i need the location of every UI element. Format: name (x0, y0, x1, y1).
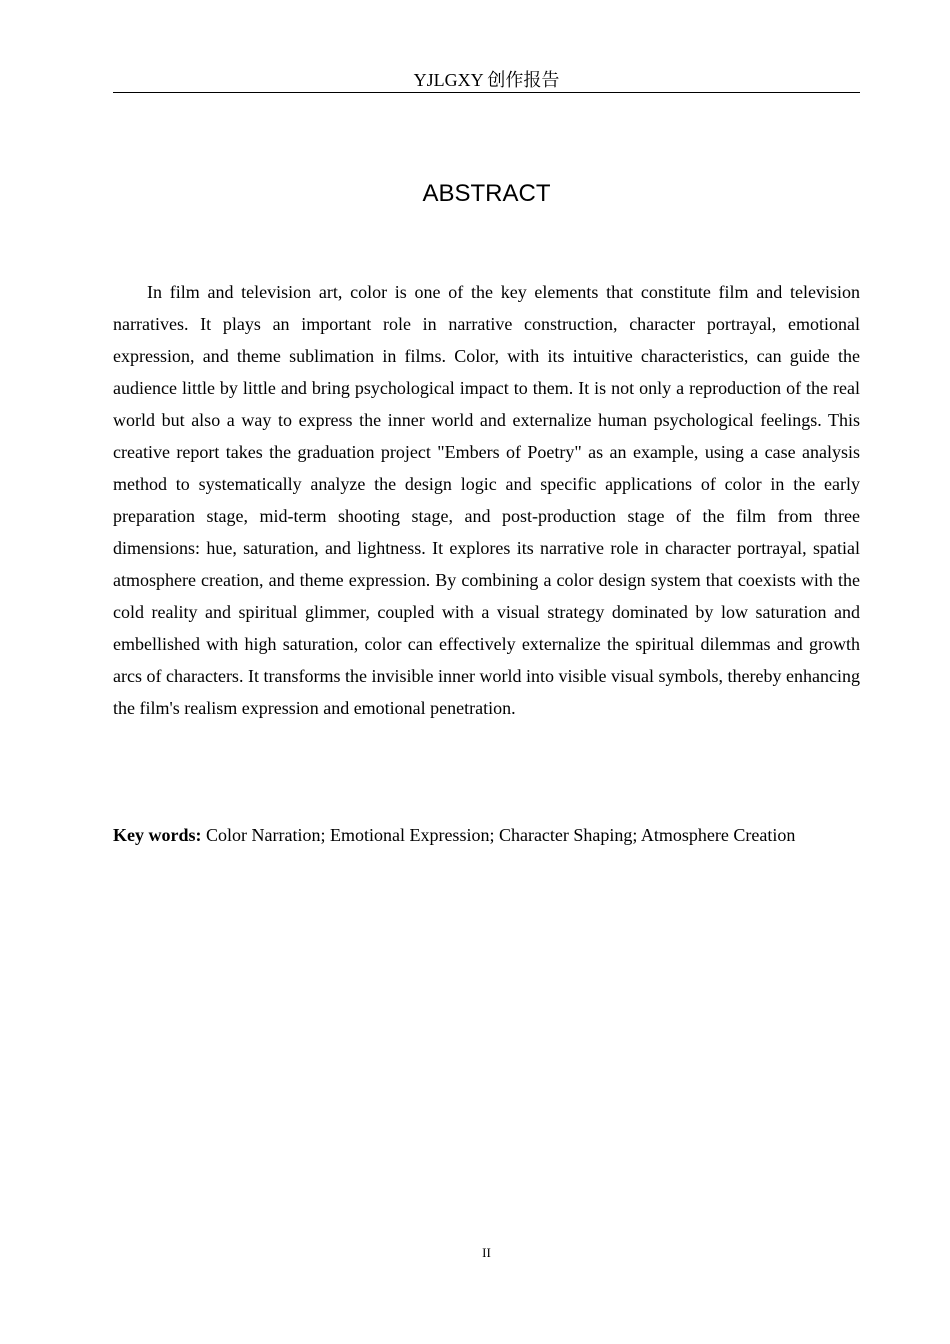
abstract-body: In film and television art, color is one of the key elements that constitute film and television narratives. It plays an important role in narrative construction, character portrayal, emotional expression, and theme sublimation in films. Color, with its intuitive characteristics, can guide the audience little by little and bring psychological impact to them. It is not only a reproduction of the real world but also a way to express the inner world and externalize human psychological feelings. This creative report takes the graduation project "Embers of Poetry" as an example, using a case analysis method to systematically analyze the design logic and specific applications of color in the early preparation stage, mid-term shooting stage, and post-production stage of the film from three dimensions: hue, saturation, and lightness. It explores its narrative role in character portrayal, spatial atmosphere creation, and theme expression. By combining a color design system that coexists with the cold reality and spiritual glimmer, coupled with a visual strategy dominated by low saturation and embellished with high saturation, color can effectively externalize the spiritual dilemmas and growth arcs of characters. It transforms the invisible inner world into visible visual symbols, thereby enhancing the film's realism expression and emotional penetration. (113, 282, 860, 718)
running-header: YJLGXY 创作报告 (113, 68, 860, 93)
page-number: II (482, 1245, 491, 1260)
keywords-text: Color Narration; Emotional Expression; Character Shaping; Atmosphere Creation (206, 825, 796, 845)
keywords-label: Key words: (113, 825, 202, 845)
abstract-title: ABSTRACT (422, 180, 551, 207)
keywords-paragraph (113, 819, 860, 851)
